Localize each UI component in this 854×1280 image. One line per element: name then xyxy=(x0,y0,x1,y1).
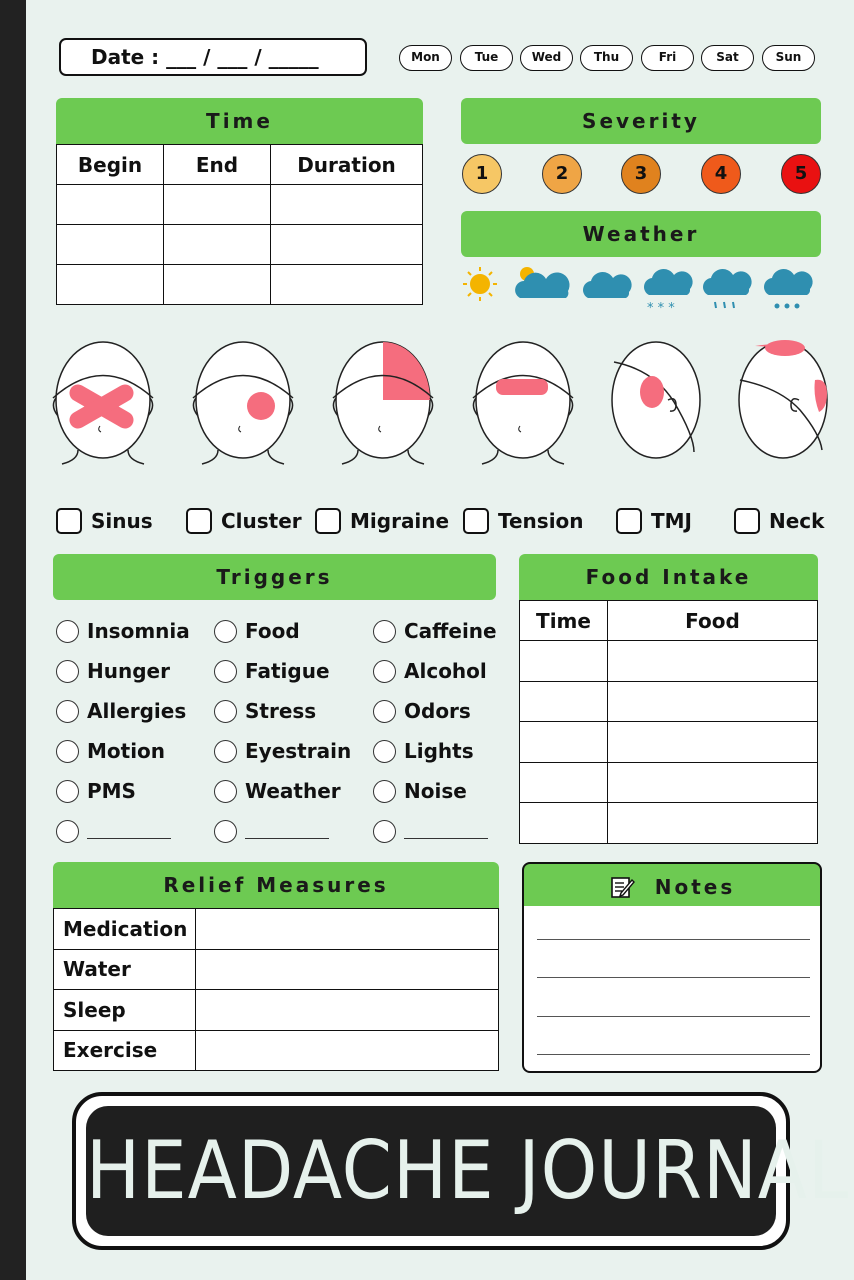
severity-5[interactable]: 5 xyxy=(781,154,821,194)
relief-table xyxy=(53,908,499,1071)
food-cell[interactable] xyxy=(608,681,818,722)
notes-area[interactable] xyxy=(522,906,822,1073)
cluster-face-icon xyxy=(188,340,298,465)
radio[interactable] xyxy=(373,740,396,763)
type-neck[interactable] xyxy=(734,508,824,534)
duration-cell[interactable] xyxy=(271,265,423,305)
trigger-label: Weather xyxy=(245,779,341,803)
triggers-col3 xyxy=(373,618,497,844)
time-table xyxy=(56,144,423,305)
duration-cell[interactable] xyxy=(271,185,423,225)
radio[interactable] xyxy=(56,660,79,683)
relief-label: Water xyxy=(54,949,196,990)
weather-header: Weather xyxy=(461,211,821,257)
food-time-cell[interactable] xyxy=(520,803,608,844)
trigger-label: PMS xyxy=(87,779,136,803)
relief-label: Exercise xyxy=(54,1030,196,1071)
note-line xyxy=(537,1054,810,1055)
table-row xyxy=(520,762,818,803)
notes-header xyxy=(522,862,822,908)
radio[interactable] xyxy=(373,620,396,643)
triggers-header: Triggers xyxy=(53,554,496,600)
trigger-other-3[interactable] xyxy=(373,818,497,844)
note-line xyxy=(537,977,810,978)
note-line xyxy=(537,1016,810,1017)
triggers-col1 xyxy=(56,618,190,844)
notepad-icon xyxy=(609,874,635,900)
table-row xyxy=(57,185,423,225)
date-field[interactable]: Date : ___ / ___ / _____ xyxy=(59,38,367,76)
tmj-face-icon xyxy=(606,340,716,465)
time-header: Time xyxy=(56,98,423,144)
radio[interactable] xyxy=(214,820,237,843)
svg-text:* * *: * * * xyxy=(647,301,675,314)
trigger-label: Allergies xyxy=(87,699,187,723)
blank-line[interactable] xyxy=(404,823,488,839)
end-cell[interactable] xyxy=(164,185,271,225)
type-sinus[interactable] xyxy=(56,508,153,534)
trigger-caffeine[interactable] xyxy=(373,618,497,644)
trigger-eyestrain[interactable] xyxy=(214,738,351,764)
trigger-label: Alcohol xyxy=(404,659,487,683)
trigger-hunger[interactable] xyxy=(56,658,190,684)
radio[interactable] xyxy=(56,740,79,763)
trigger-lights[interactable] xyxy=(373,738,497,764)
relief-header: Relief Measures xyxy=(53,862,499,908)
relief-label: Sleep xyxy=(54,990,196,1031)
trigger-label: Eyestrain xyxy=(245,739,352,763)
sinus-face-icon xyxy=(48,340,158,465)
radio[interactable] xyxy=(373,820,396,843)
relief-cell[interactable] xyxy=(196,909,499,950)
radio[interactable] xyxy=(56,620,79,643)
snow-icon[interactable] xyxy=(644,269,693,314)
trigger-label: Caffeine xyxy=(404,619,497,643)
relief-cell[interactable] xyxy=(196,949,499,990)
checkbox[interactable] xyxy=(186,508,212,534)
type-label: Migraine xyxy=(350,509,450,533)
food-time-cell[interactable] xyxy=(520,722,608,763)
end-cell[interactable] xyxy=(164,225,271,265)
severity-3[interactable]: 3 xyxy=(621,154,661,194)
cloud-icon[interactable] xyxy=(583,272,632,298)
type-label: TMJ xyxy=(651,509,692,533)
radio[interactable] xyxy=(214,660,237,683)
food-cell[interactable] xyxy=(608,762,818,803)
type-label: Neck xyxy=(769,509,825,533)
radio[interactable] xyxy=(56,780,79,803)
radio[interactable] xyxy=(214,740,237,763)
relief-label: Medication xyxy=(54,909,196,950)
table-row xyxy=(520,803,818,844)
table-row xyxy=(54,949,499,990)
trigger-label: Motion xyxy=(87,739,166,763)
severity-2[interactable]: 2 xyxy=(542,154,582,194)
title-banner xyxy=(72,1092,850,1250)
checkbox[interactable] xyxy=(56,508,82,534)
migraine-face-icon xyxy=(328,340,438,465)
trigger-label: Lights xyxy=(404,739,474,763)
radio[interactable] xyxy=(373,700,396,723)
table-row xyxy=(54,990,499,1031)
trigger-allergies[interactable] xyxy=(56,698,190,724)
radio[interactable] xyxy=(373,780,396,803)
day-fri[interactable]: Fri xyxy=(641,45,694,71)
duration-header: Duration xyxy=(271,145,423,185)
trigger-weather[interactable] xyxy=(214,778,351,804)
day-sat[interactable]: Sat xyxy=(701,45,754,71)
rain-icon[interactable] xyxy=(703,269,752,308)
partly-cloudy-icon[interactable] xyxy=(515,267,569,298)
trigger-motion[interactable] xyxy=(56,738,190,764)
begin-cell[interactable] xyxy=(57,225,164,265)
trigger-label: Insomnia xyxy=(87,619,190,643)
day-thu[interactable]: Thu xyxy=(580,45,633,71)
table-row xyxy=(57,225,423,265)
begin-cell[interactable] xyxy=(57,265,164,305)
food-intake-header: Food Intake xyxy=(519,554,818,600)
radio[interactable] xyxy=(56,820,79,843)
notes-title: Notes xyxy=(654,875,736,899)
relief-cell[interactable] xyxy=(196,1030,499,1071)
checkbox[interactable] xyxy=(463,508,489,534)
food-cell[interactable] xyxy=(608,722,818,763)
food-cell[interactable] xyxy=(608,803,818,844)
type-label: Sinus xyxy=(91,509,153,533)
checkbox[interactable] xyxy=(315,508,341,534)
relief-cell[interactable] xyxy=(196,990,499,1031)
trigger-label: Noise xyxy=(404,779,467,803)
end-cell[interactable] xyxy=(164,265,271,305)
begin-cell[interactable] xyxy=(57,185,164,225)
severity-4[interactable]: 4 xyxy=(701,154,741,194)
checkbox[interactable] xyxy=(616,508,642,534)
food-time-cell[interactable] xyxy=(520,762,608,803)
table-row xyxy=(520,681,818,722)
table-row xyxy=(57,265,423,305)
type-cluster[interactable] xyxy=(186,508,302,534)
triggers-col2 xyxy=(214,618,351,844)
hail-icon[interactable] xyxy=(764,269,813,308)
end-header: End xyxy=(164,145,271,185)
food-time-header: Time xyxy=(520,601,608,641)
trigger-insomnia[interactable] xyxy=(56,618,190,644)
severity-1[interactable]: 1 xyxy=(462,154,502,194)
trigger-other-2[interactable] xyxy=(214,818,351,844)
type-tmj[interactable] xyxy=(616,508,692,534)
severity-header: Severity xyxy=(461,98,821,144)
table-row xyxy=(520,722,818,763)
sun-icon[interactable] xyxy=(463,267,497,301)
trigger-label: Fatigue xyxy=(245,659,330,683)
trigger-label: Food xyxy=(245,619,300,643)
neck-face-icon xyxy=(730,340,840,465)
weather-icons xyxy=(456,262,826,314)
begin-header: Begin xyxy=(57,145,164,185)
radio[interactable] xyxy=(56,700,79,723)
radio[interactable] xyxy=(214,780,237,803)
type-label: Cluster xyxy=(221,509,302,533)
blank-line[interactable] xyxy=(87,823,171,839)
food-cell[interactable] xyxy=(608,641,818,682)
radio[interactable] xyxy=(214,700,237,723)
trigger-label: Odors xyxy=(404,699,471,723)
trigger-label: Hunger xyxy=(87,659,170,683)
trigger-odors[interactable] xyxy=(373,698,497,724)
table-row xyxy=(54,1030,499,1071)
food-name-header: Food xyxy=(608,601,818,641)
duration-cell[interactable] xyxy=(271,225,423,265)
trigger-label: Stress xyxy=(245,699,317,723)
trigger-alcohol[interactable] xyxy=(373,658,497,684)
trigger-other-1[interactable] xyxy=(56,818,190,844)
food-table xyxy=(519,600,818,844)
day-mon[interactable]: Mon xyxy=(399,45,452,71)
journal-title: HEADACHE JOURNAL xyxy=(86,1106,776,1236)
trigger-fatigue[interactable] xyxy=(214,658,351,684)
type-migraine[interactable] xyxy=(315,508,449,534)
table-row xyxy=(54,909,499,950)
radio[interactable] xyxy=(214,620,237,643)
food-time-cell[interactable] xyxy=(520,641,608,682)
trigger-pms[interactable] xyxy=(56,778,190,804)
blank-line[interactable] xyxy=(245,823,329,839)
type-label: Tension xyxy=(498,509,584,533)
trigger-food[interactable] xyxy=(214,618,351,644)
checkbox[interactable] xyxy=(734,508,760,534)
food-time-cell[interactable] xyxy=(520,681,608,722)
day-wed[interactable]: Wed xyxy=(520,45,573,71)
trigger-noise[interactable] xyxy=(373,778,497,804)
trigger-stress[interactable] xyxy=(214,698,351,724)
day-sun[interactable]: Sun xyxy=(762,45,815,71)
tension-face-icon xyxy=(468,340,578,465)
note-line xyxy=(537,939,810,940)
table-row xyxy=(520,641,818,682)
radio[interactable] xyxy=(373,660,396,683)
day-tue[interactable]: Tue xyxy=(460,45,513,71)
type-tension[interactable] xyxy=(463,508,584,534)
book-spine xyxy=(0,0,26,1280)
